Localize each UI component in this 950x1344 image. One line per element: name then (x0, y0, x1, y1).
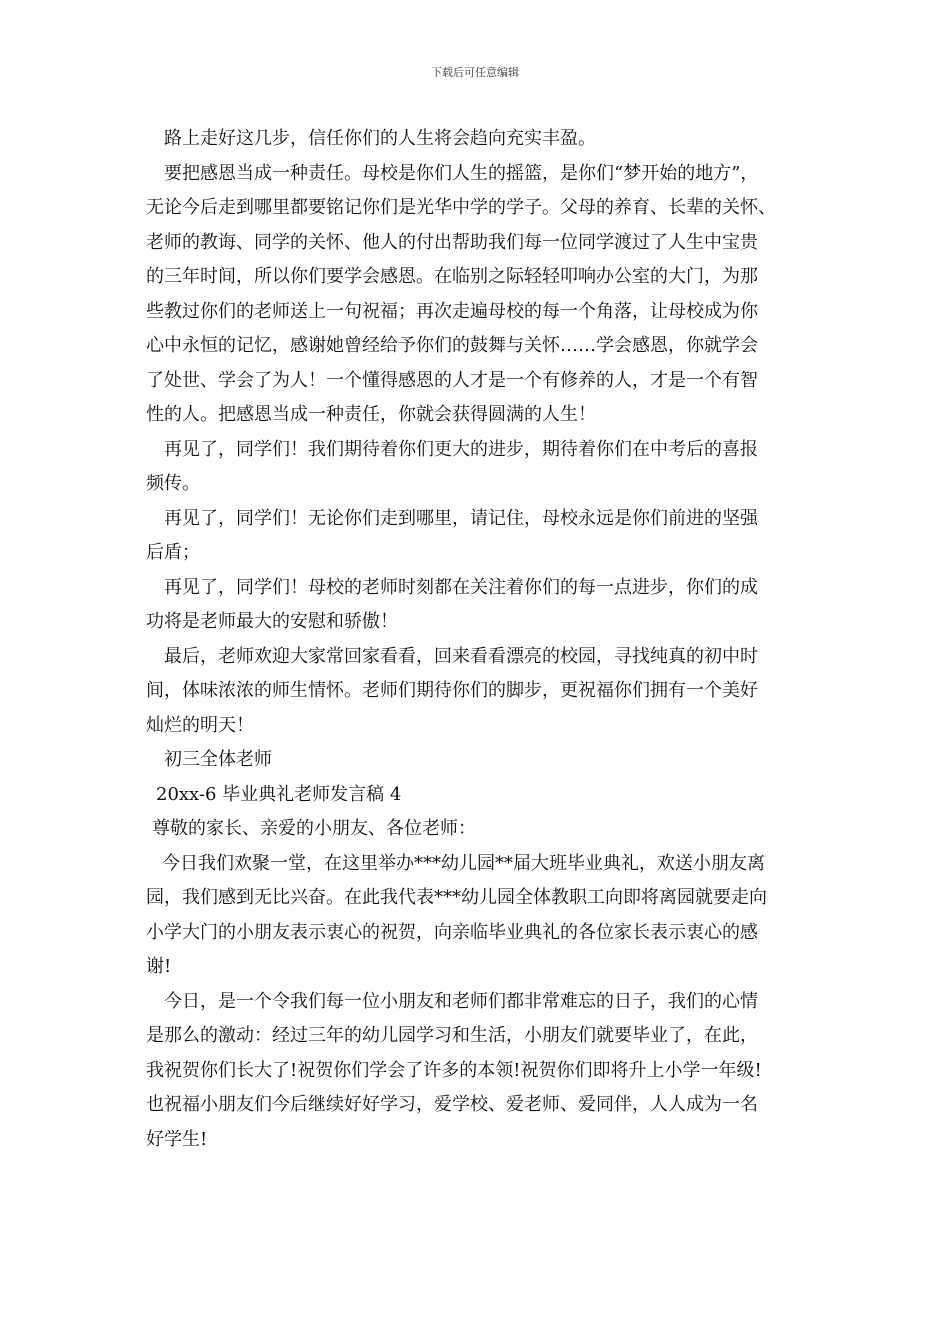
text-line: 老师的教诲、同学的关怀、他人的付出帮助我们每一位同学渡过了人生中宝贵 (146, 231, 758, 253)
text-line: 路上走好这几步，信任你们的人生将会趋向充实丰盈。 (164, 128, 596, 149)
text-line: 无论今后走到哪里都要铭记你们是光华中学的学子。父母的养育、长辈的关怀、 (146, 197, 776, 218)
paragraph-start: 最后，老师欢迎大家常回家看看，回来看看漂亮的校园，寻找纯真的初中时 (164, 645, 758, 667)
document-body (146, 122, 818, 1157)
paragraph-start: 再见了，同学们！无论你们走到哪里，请记住，母校永远是你们前进的坚强 (164, 507, 758, 529)
paragraph-start: 再见了，同学们！母校的老师时刻都在关注着你们的每一点进步，你们的成 (164, 576, 758, 598)
text-line: 谢! (146, 956, 172, 977)
text-line: 是那么的激动：经过三年的幼儿园学习和生活，小朋友们就要毕业了，在此， (146, 1025, 758, 1046)
text-line: 功将是老师最大的安慰和骄傲！ (146, 611, 398, 632)
text-line: 性的人。把感恩当成一种责任，你就会获得圆满的人生！ (146, 404, 596, 425)
section-title: 20xx-6 毕业典礼老师发言稿 4 (156, 783, 402, 805)
paragraph-start: 今日，是一个令我们每一位小朋友和老师们都非常难忘的日子，我们的心情 (164, 990, 758, 1012)
paragraph-start: 今日我们欢聚一堂，在这里举办***幼儿园**届大班毕业典礼，欢送小朋友离 (162, 852, 765, 874)
text-line: 间，体味浓浓的师生情怀。老师们期待你们的脚步，更祝福你们拥有一个美好 (146, 680, 758, 701)
signature-line: 初三全体老师 (164, 749, 272, 770)
page-header: 下载后可任意编辑 (431, 66, 519, 79)
paragraph-start: 要把感恩当成一种责任。母校是你们人生的摇篮，是你们“梦开始的地方”， (164, 162, 759, 184)
text-line: 小学大门的小朋友表示衷心的祝贺，向亲临毕业典礼的各位家长表示衷心的感 (146, 921, 758, 943)
text-line: 心中永恒的记忆，感谢她曾经给予你们的鼓舞与关怀……学会感恩，你就学会 (146, 335, 758, 356)
text-line: 园，我们感到无比兴奋。在此我代表***幼儿园全体教职工向即将离园就要走向 (146, 887, 767, 908)
text-line: 好学生! (146, 1128, 208, 1150)
text-line: 了处世、学会了为人！一个懂得感恩的人才是一个有修养的人，才是一个有智 (146, 369, 758, 391)
text-line: 也祝福小朋友们今后继续好好学习，爱学校、爱老师、爱同伴，人人成为一名 (146, 1094, 758, 1115)
paragraph-start: 再见了，同学们！我们期待着你们更大的进步，期待着你们在中考后的喜报 (164, 438, 758, 460)
text-line: 频传。 (146, 473, 200, 494)
text-line: 我祝贺你们长大了!祝贺你们学会了许多的本领!祝贺你们即将升上小学一年级! (146, 1059, 762, 1081)
salutation: 尊敬的家长、亲爱的小朋友、各位老师： (152, 818, 476, 839)
text-line: 灿烂的明天！ (146, 714, 254, 736)
text-line: 些教过你们的老师送上一句祝福；再次走遍母校的每一个角落，让母校成为你 (146, 300, 758, 322)
text-line: 后盾； (146, 542, 200, 563)
text-line: 的三年时间，所以你们要学会感恩。在临别之际轻轻叩响办公室的大门，为那 (146, 266, 758, 287)
